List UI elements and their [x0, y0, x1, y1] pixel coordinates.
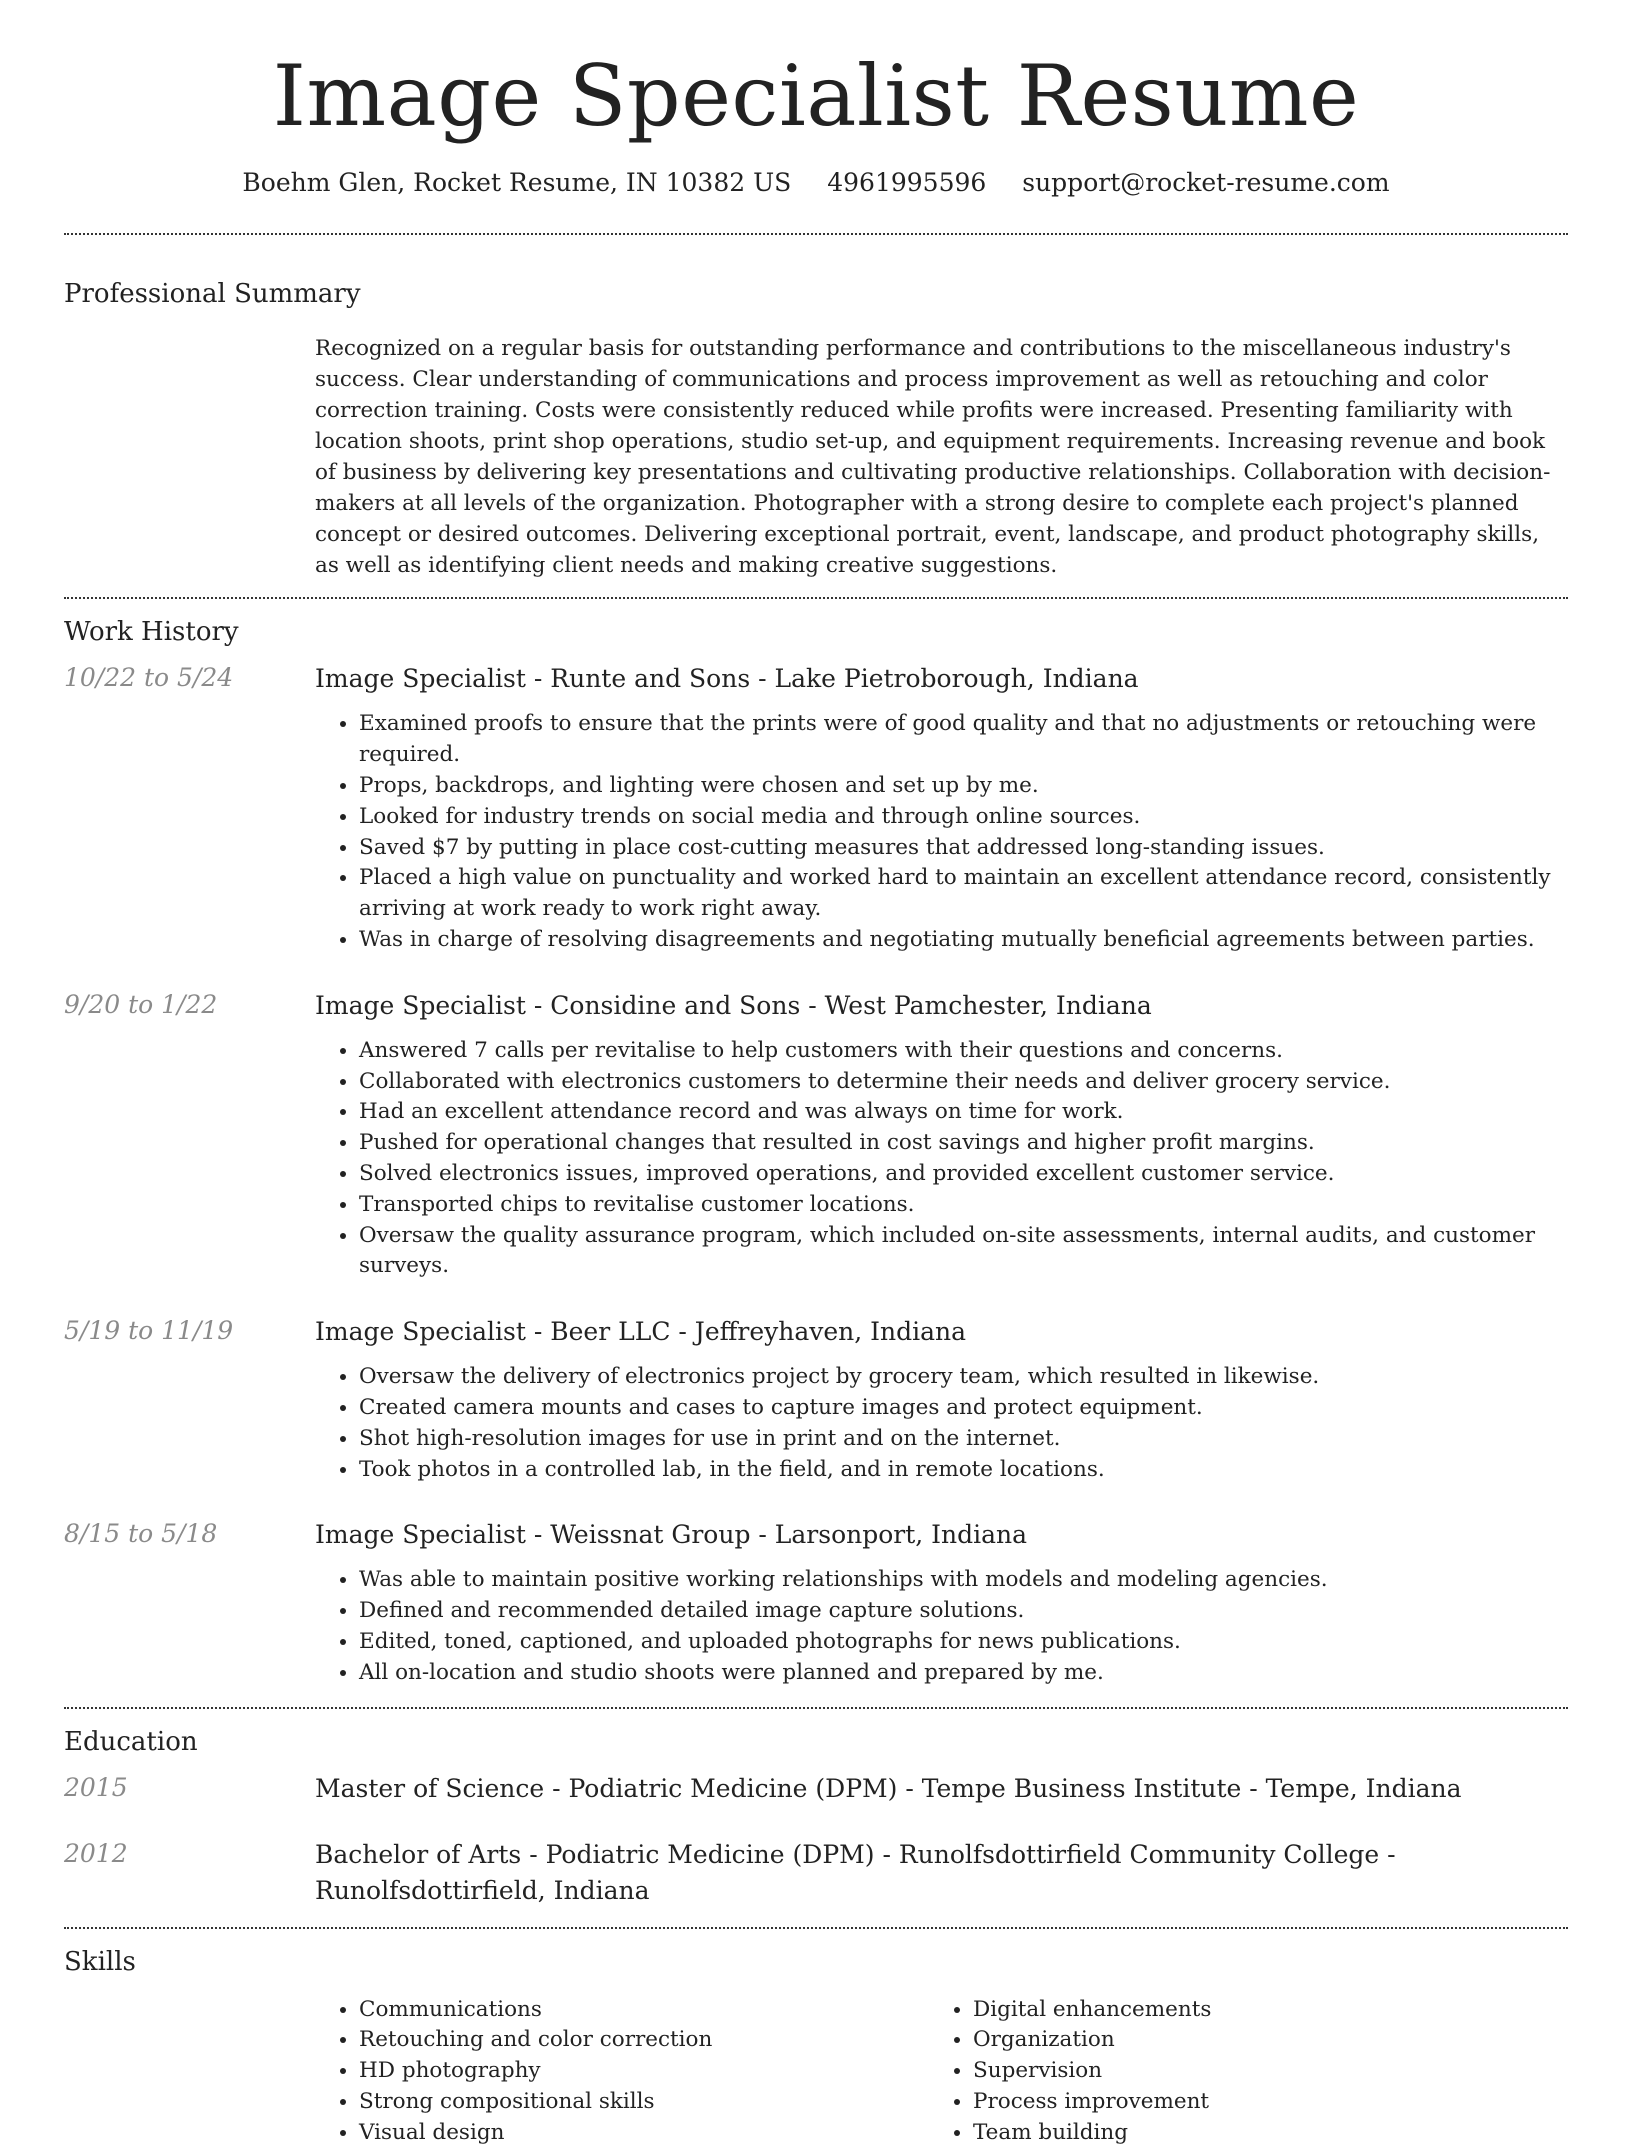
job-bullet: • Examined proofs to ensure that the prints were of good quality and that no adjustments or retouching were required.	[359, 709, 1568, 771]
job-bullet: • Had an excellent attendance record and was always on time for work.	[359, 1097, 1568, 1128]
job-title: Image Specialist - Runte and Sons - Lake Pietroborough, Indiana	[315, 664, 1139, 694]
contact-email: support@rocket-resume.com	[1022, 168, 1390, 198]
summary-text: Recognized on a regular basis for outstanding performance and contributions to the miscellaneous industry's success. Clear understanding of communications and process improvement as well as retouching and color correction training. Costs were consistently reduced while profits were increased. Presenting familiarity with location shoots, print shop operations, studio set-up, and equipment requirements. Increasing revenue and book of business by delivering key presentations and cultivating productive relationships. Collaboration with decision-makers at all levels of the organization. Photographer with a strong desire to complete each project's planned concept or desired outcomes. Delivering exceptional portrait, event, landscape, and product photography skills, as well as identifying client needs and making creative suggestions.	[315, 336, 1551, 579]
education-title: Bachelor of Arts - Podiatric Medicine (DPM) - Runolfsdottirfield Community College - Runolfsdottirfield, Indiana	[315, 1839, 1396, 1905]
job-bullet: • Answered 7 calls per revitalise to help customers with their questions and concerns.	[359, 1036, 1568, 1067]
education-entry	[64, 1771, 1568, 1807]
skill-item: • Process improvement	[973, 2087, 1543, 2118]
job-bullet: • Saved $7 by putting in place cost-cutting measures that addressed long-standing issues.	[359, 833, 1568, 864]
job-bullet: • Was in charge of resolving disagreements and negotiating mutually beneficial agreements between parties.	[359, 925, 1568, 956]
resume-title: Image Specialist Resume	[272, 47, 1360, 145]
job-entry	[64, 1314, 1568, 1485]
skill-item: • Strong compositional skills	[359, 2087, 929, 2118]
job-title: Image Specialist - Weissnat Group - Larsonport, Indiana	[315, 1520, 1028, 1550]
job-title: Image Specialist - Beer LLC - Jeffreyhaven, Indiana	[315, 1317, 967, 1347]
job-bullet: • Oversaw the delivery of electronics project by grocery team, which resulted in likewise.	[359, 1362, 1568, 1393]
job-bullet: • Transported chips to revitalise customer locations.	[359, 1190, 1568, 1221]
job-dates: 5/19 to 11/19	[64, 1316, 234, 1346]
job-dates: 8/15 to 5/18	[64, 1519, 218, 1549]
skills-right-list	[929, 1995, 1543, 2149]
education-heading: Education	[64, 1726, 198, 1757]
skill-item: • Supervision	[973, 2056, 1543, 2087]
skills-left-list	[315, 1995, 929, 2149]
job-bullet: • Looked for industry trends on social media and through online sources.	[359, 802, 1568, 833]
skill-item: • Organization	[973, 2025, 1543, 2056]
education-year: 2015	[64, 1772, 128, 1802]
education-entry	[64, 1837, 1568, 1909]
job-bullets	[315, 1036, 1568, 1282]
job-bullet: • Solved electronics issues, improved operations, and provided excellent customer service.	[359, 1159, 1568, 1190]
work-history-section	[64, 599, 1568, 1688]
skill-item: • Visual design	[359, 2118, 929, 2149]
summary-section	[64, 235, 1568, 597]
job-dates: 9/20 to 1/22	[64, 989, 218, 1019]
skill-item: • Communications	[359, 1995, 929, 2026]
education-title: Master of Science - Podiatric Medicine (DPM) - Tempe Business Institute - Tempe, Indiana	[315, 1773, 1462, 1803]
job-bullet: • Props, backdrops, and lighting were chosen and set up by me.	[359, 771, 1568, 802]
job-bullet: • Pushed for operational changes that resulted in cost savings and higher profit margins.	[359, 1128, 1568, 1159]
job-bullet: • Defined and recommended detailed image capture solutions.	[359, 1596, 1568, 1627]
skill-item: • Retouching and color correction	[359, 2025, 929, 2056]
job-bullet: • Collaborated with electronics customers to determine their needs and deliver grocery service.	[359, 1067, 1568, 1098]
skills-heading: Skills	[64, 1946, 136, 1977]
job-bullet: • Took photos in a controlled lab, in the field, and in remote locations.	[359, 1455, 1568, 1486]
contact-phone: 4961995596	[827, 168, 987, 198]
skill-item: • Team building	[973, 2118, 1543, 2149]
job-title: Image Specialist - Considine and Sons - West Pamchester, Indiana	[315, 990, 1152, 1020]
job-bullet: • Edited, toned, captioned, and uploaded photographs for news publications.	[359, 1627, 1568, 1658]
job-bullets	[315, 1565, 1568, 1688]
skills-section	[64, 1929, 1568, 2149]
job-bullet: • Oversaw the quality assurance program, which included on-site assessments, internal audits, and customer surveys.	[359, 1221, 1568, 1283]
education-year: 2012	[64, 1838, 128, 1868]
contact-line	[64, 168, 1568, 197]
summary-heading: Professional Summary	[64, 279, 361, 310]
contact-address: Boehm Glen, Rocket Resume, IN 10382 US	[242, 168, 792, 198]
job-bullet: • All on-location and studio shoots were planned and prepared by me.	[359, 1658, 1568, 1689]
job-bullets	[315, 1362, 1568, 1485]
job-entry	[64, 988, 1568, 1282]
work-history-heading: Work History	[64, 617, 239, 648]
education-section	[64, 1709, 1568, 1909]
job-bullet: • Was able to maintain positive working relationships with models and modeling agencies.	[359, 1565, 1568, 1596]
job-bullets	[315, 709, 1568, 955]
job-bullet: • Placed a high value on punctuality and worked hard to maintain an excellent attendance record, consistently arriving at work ready to work right away.	[359, 863, 1568, 925]
job-entry	[64, 1517, 1568, 1688]
job-dates: 10/22 to 5/24	[64, 663, 234, 693]
job-entry	[64, 661, 1568, 955]
job-bullet: • Shot high-resolution images for use in print and on the internet.	[359, 1424, 1568, 1455]
skills-columns	[315, 1995, 1568, 2149]
skill-item: • HD photography	[359, 2056, 929, 2087]
job-bullet: • Created camera mounts and cases to capture images and protect equipment.	[359, 1393, 1568, 1424]
skill-item: • Digital enhancements	[973, 1995, 1543, 2026]
